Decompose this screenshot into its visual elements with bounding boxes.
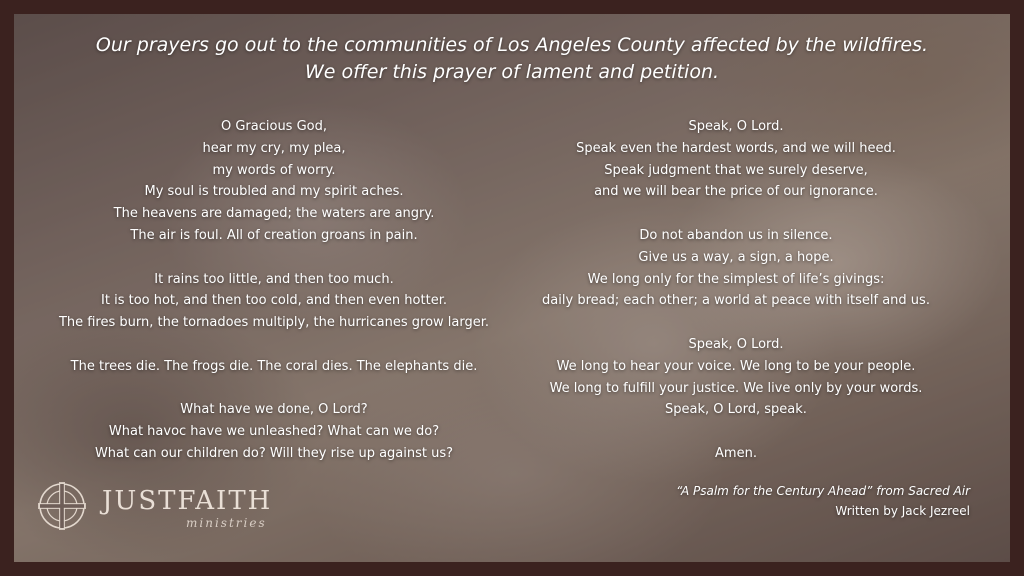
prayer-line: daily bread; each other; a world at peace with itself and us. bbox=[542, 293, 930, 309]
prayer-line: Give us a way, a sign, a hope. bbox=[638, 249, 834, 265]
prayer-line: The heavens are damaged; the waters are angry. bbox=[113, 206, 435, 222]
logo-wordmark: JUSTFAITH bbox=[102, 486, 273, 516]
headline-line-1: Our prayers go out to the communities of Los Angeles County affected by the wildfires. bbox=[95, 34, 929, 56]
prayer-line: We long to hear your voice. We long to be your people. bbox=[556, 358, 916, 374]
justfaith-logo bbox=[36, 480, 276, 540]
prayer-line: We long only for the simplest of life’s givings: bbox=[587, 271, 885, 287]
prayer-line: The air is foul. All of creation groans in pain. bbox=[130, 227, 418, 243]
prayer-line: and we will bear the price of our ignorance. bbox=[594, 184, 878, 200]
prayer-line: Speak, O Lord. bbox=[688, 119, 784, 134]
prayer-line: Amen. bbox=[715, 445, 757, 461]
prayer-line: What have we done, O Lord? bbox=[180, 402, 368, 418]
prayer-line: My soul is troubled and my spirit aches. bbox=[144, 184, 404, 200]
prayer-line: Speak judgment that we surely deserve, bbox=[604, 162, 868, 178]
attribution-title: “A Psalm for the Century Ahead” from Sacred Air bbox=[676, 484, 970, 498]
prayer-left-column bbox=[14, 116, 534, 465]
prayer-line: The trees die. The frogs die. The coral dies. The elephants die. bbox=[70, 358, 478, 374]
prayer-line: What havoc have we unleashed? What can we do? bbox=[108, 424, 440, 440]
headline bbox=[14, 32, 1010, 86]
prayer-line: Do not abandon us in silence. bbox=[639, 227, 833, 243]
prayer-line: Speak, O Lord, speak. bbox=[665, 402, 807, 418]
attribution bbox=[676, 481, 970, 521]
background-clouds bbox=[14, 14, 1010, 562]
prayer-line: O Gracious God, bbox=[220, 119, 328, 134]
prayer-line: The fires burn, the tornadoes multiply, the hurricanes grow larger. bbox=[58, 315, 490, 331]
headline-line-2: We offer this prayer of lament and petition. bbox=[304, 61, 720, 83]
prayer-line: We long to fulfill your justice. We live only by your words. bbox=[549, 380, 923, 396]
prayer-line: It is too hot, and then too cold, and then even hotter. bbox=[101, 293, 447, 309]
prayer-line: hear my cry, my plea, bbox=[202, 140, 346, 156]
attribution-author: Written by Jack Jezreel bbox=[835, 504, 970, 518]
prayer-line: Speak, O Lord. bbox=[688, 336, 784, 352]
prayer-line: Speak even the hardest words, and we will heed. bbox=[576, 140, 896, 156]
prayer-line: What can our children do? Will they rise up against us? bbox=[94, 445, 454, 461]
prayer-line: my words of worry. bbox=[212, 162, 336, 178]
justfaith-emblem-icon bbox=[36, 480, 88, 532]
prayer-right-column bbox=[490, 116, 982, 465]
logo-subtitle: ministries bbox=[186, 516, 267, 530]
prayer-line: It rains too little, and then too much. bbox=[154, 271, 394, 287]
